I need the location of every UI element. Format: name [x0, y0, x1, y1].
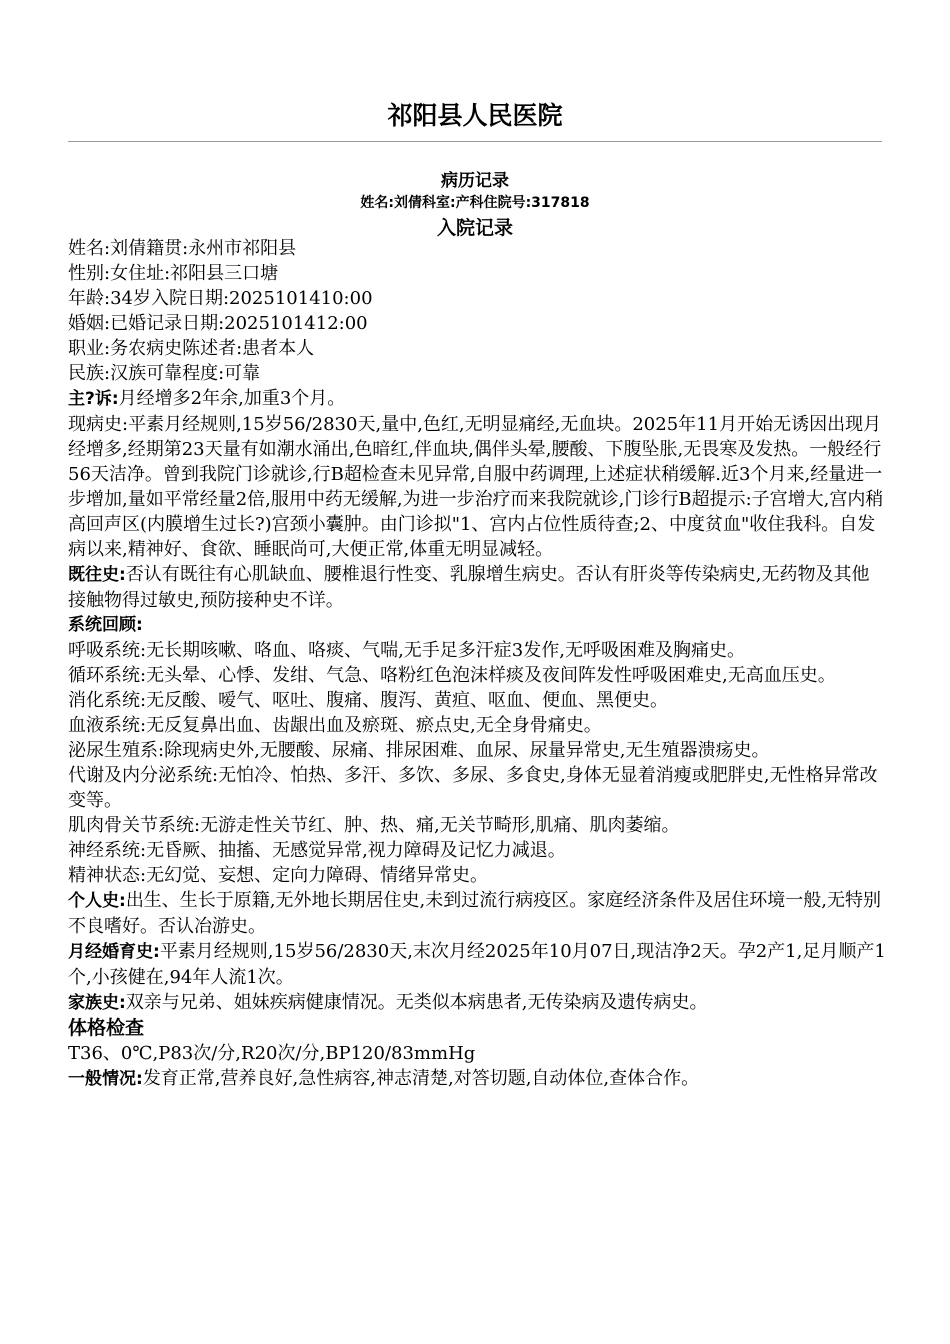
chief-complaint-text: 月经增多2年余,加重3个月。 [118, 388, 346, 409]
systems-review-item: 泌尿生殖系:除现病史外,无腰酸、尿痛、排尿困难、血尿、尿量异常史,无生殖器溃疡史。 [68, 740, 770, 761]
basic-info-line: 性别:女住址:祁阳县三口塘 [68, 263, 279, 284]
admission-title: 入院记录 [436, 217, 513, 239]
personal-history-text: 出生、生长于原籍,无外地长期居住史,未到过流行病疫区。家庭经济条件及居住环境一般,无特别不良嗜好。否认冶游史。 [68, 890, 881, 937]
past-history [68, 562, 886, 613]
systems-review-item: 神经系统:无昏厥、抽搐、无感觉异常,视力障碍及记忆力减退。 [68, 840, 566, 861]
family-history-label: 家族史: [68, 993, 126, 1013]
systems-review-item: 消化系统:无反酸、嗳气、呕吐、腹痛、腹泻、黄疸、呕血、便血、黑便史。 [68, 690, 669, 711]
menstrual-history-label: 月经婚育史: [68, 942, 160, 962]
header-divider [68, 141, 882, 142]
past-history-label: 既往史: [68, 565, 126, 585]
systems-review-item: 呼吸系统:无长期咳嗽、咯血、咯痰、气喘,无手足多汗症3发作,无呼吸困难及胸痛史。 [68, 640, 745, 661]
systems-review-item: 肌肉骨关节系统:无游走性关节红、肿、热、痛,无关节畸形,肌痛、肌肉萎缩。 [68, 815, 680, 836]
basic-info-line: 姓名:刘倩籍贯:永州市祁阳县 [68, 238, 297, 259]
hospital-name: 祁阳县人民医院 [387, 101, 563, 130]
systems-review-item: 循环系统:无头晕、心悸、发绀、气急、咯粉红色泡沫样痰及夜间阵发性呼吸困难史,无高血压史。 [68, 665, 836, 686]
past-history-text: 否认有既往有心肌缺血、腰椎退行性变、乳腺增生病史。否认有肝炎等传染病史,无药物及其他接触物得过敏史,预防接种史不详。 [68, 564, 870, 611]
systems-review-item: 精神状态:无幻觉、妄想、定向力障碍、情绪异常史。 [68, 865, 489, 886]
menstrual-history-text: 平素月经规则,15岁56/2830天,末次月经2025年10月07日,现洁净2天。孕2产1,足月顺产1个,小孩健在,94年人流1次。 [68, 941, 886, 988]
record-body [68, 236, 886, 1092]
basic-info-line: 年龄:34岁入院日期:2025101410:00 [68, 288, 373, 309]
basic-info-line: 民族:汉族可靠程度:可靠 [68, 363, 261, 384]
personal-history [68, 888, 886, 939]
family-history-text: 双亲与兄弟、姐妹疾病健康情况。无类似本病患者,无传染病及遗传病史。 [125, 992, 708, 1013]
systems-review-heading: 系统回顾: [68, 615, 143, 635]
general-condition-text: 发育正常,营养良好,急性病容,神志清楚,对答切题,自动体位,查体合作。 [142, 1068, 700, 1089]
patient-meta-line: 姓名:刘倩科室:产科住院号:317818 [360, 195, 590, 211]
physical-exam-heading: 体格检查 [68, 1017, 145, 1039]
general-condition-label: 一般情况: [68, 1069, 143, 1089]
chief-complaint-label: 主?诉: [68, 389, 119, 409]
systems-review-item: 血液系统:无反复鼻出血、齿龈出血及瘀斑、瘀点史,无全身骨痛史。 [68, 715, 602, 736]
basic-info-line: 婚姻:已婚记录日期:2025101412:00 [68, 313, 368, 334]
record-title: 病历记录 [441, 171, 509, 191]
vital-signs: T36、0℃,P83次/分,R20次/分,BP120/83mmHg [68, 1043, 476, 1064]
present-illness: 现病史:平素月经规则,15岁56/2830天,量中,色红,无明显痛经,无血块。2025年11月开始无诱因出现月经增多,经期第23天量有如潮水涌出,色暗红,伴血块,偶伴头晕,腰酸、下腹坠胀,无畏寒及发热。一般经行56天洁净。曾到我院门诊就诊,行B超检查未见异常,自服中药调理,上述症状稍缓解.近3个月来,经量进一步增加,量如平常经量2倍,服用中药无缓解,为进一步治疗而来我院就诊,门诊行B超提示:子宫增大,宫内稍高回声区(内膜增生过长?)宫颈小囊肿。由门诊拟"1、宫内占位性质待查;2、中度贫血"收住我科。自发病以来,精神好、食欲、睡眠尚可,大便正常,体重无明显减轻。 [68, 414, 884, 560]
chief-complaint [68, 386, 886, 412]
systems-review-item: 代谢及内分泌系统:无怕冷、怕热、多汗、多饮、多尿、多食史,身体无显着消瘦或肥胖史,无性格异常改变等。 [68, 765, 878, 811]
general-condition [68, 1066, 886, 1092]
menstrual-history [68, 939, 886, 990]
personal-history-label: 个人史: [68, 891, 126, 911]
family-history [68, 990, 886, 1016]
basic-info-line: 职业:务农病史陈述者:患者本人 [68, 338, 315, 359]
